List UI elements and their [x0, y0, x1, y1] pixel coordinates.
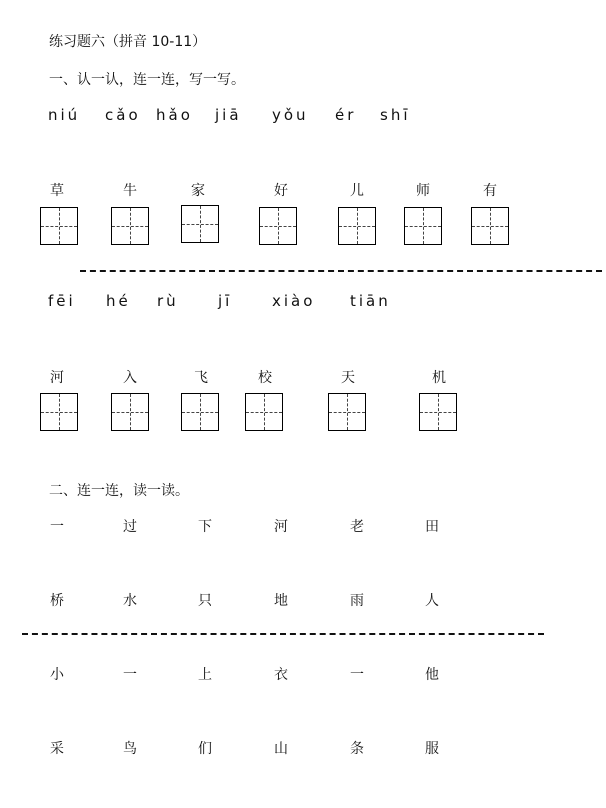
- writing-grid[interactable]: [111, 393, 149, 431]
- match-char[interactable]: 雨: [350, 593, 364, 609]
- writing-grid[interactable]: [259, 207, 297, 245]
- writing-grid[interactable]: [419, 393, 457, 431]
- match-char[interactable]: 小: [50, 667, 64, 683]
- match-char[interactable]: 上: [198, 667, 212, 683]
- writing-grid[interactable]: [471, 207, 509, 245]
- pinyin-er: ér: [335, 106, 357, 124]
- match-char[interactable]: 他: [425, 667, 439, 683]
- section1-heading: 一、认一认，连一连，写一写。: [49, 72, 245, 88]
- pinyin-cao: cǎo: [105, 106, 141, 124]
- char-shi: 师: [416, 183, 430, 199]
- char-hao: 好: [274, 183, 288, 199]
- pinyin-niu: niú: [48, 106, 81, 124]
- match-char[interactable]: 一: [350, 667, 364, 683]
- pinyin-ji: jī: [218, 292, 233, 310]
- writing-grid[interactable]: [245, 393, 283, 431]
- match-char[interactable]: 老: [350, 519, 364, 535]
- match-char[interactable]: 地: [274, 593, 288, 609]
- match-char[interactable]: 一: [123, 667, 137, 683]
- match-char[interactable]: 鸟: [123, 741, 137, 757]
- char-tian: 天: [341, 370, 355, 386]
- char-ru: 入: [123, 370, 137, 386]
- match-char[interactable]: 服: [425, 741, 439, 757]
- writing-grid[interactable]: [181, 393, 219, 431]
- char-fei: 飞: [194, 370, 208, 386]
- match-char[interactable]: 水: [123, 593, 137, 609]
- match-char[interactable]: 下: [198, 519, 212, 535]
- match-char[interactable]: 采: [50, 741, 64, 757]
- char-er: 儿: [350, 183, 364, 199]
- char-he: 河: [50, 370, 64, 386]
- section2-heading: 二、连一连，读一读。: [49, 483, 189, 499]
- pinyin-xiao: xiào: [272, 292, 316, 310]
- writing-grid[interactable]: [338, 207, 376, 245]
- match-char[interactable]: 衣: [274, 667, 288, 683]
- pinyin-shi: shī: [380, 106, 411, 124]
- pinyin-jia: jiā: [215, 106, 242, 124]
- match-char[interactable]: 河: [274, 519, 288, 535]
- match-char[interactable]: 山: [274, 741, 288, 757]
- writing-grid[interactable]: [40, 393, 78, 431]
- match-char[interactable]: 桥: [50, 593, 64, 609]
- char-cao: 草: [50, 183, 64, 199]
- pinyin-hao: hǎo: [156, 106, 193, 124]
- pinyin-fei: fēi: [48, 292, 76, 310]
- pinyin-tian: tiān: [350, 292, 391, 310]
- char-niu: 牛: [123, 183, 137, 199]
- dashed-divider: [22, 633, 544, 635]
- char-xiao: 校: [258, 370, 272, 386]
- pinyin-he: hé: [106, 292, 131, 310]
- writing-grid[interactable]: [328, 393, 366, 431]
- writing-grid[interactable]: [181, 205, 219, 243]
- match-char[interactable]: 条: [350, 741, 364, 757]
- pinyin-ru: rù: [157, 292, 179, 310]
- match-char[interactable]: 只: [198, 593, 212, 609]
- match-char[interactable]: 过: [123, 519, 137, 535]
- writing-grid[interactable]: [40, 207, 78, 245]
- char-you: 有: [483, 183, 497, 199]
- match-char[interactable]: 人: [425, 593, 439, 609]
- match-char[interactable]: 田: [425, 519, 439, 535]
- worksheet-title: 练习题六（拼音 10-11）: [49, 34, 207, 50]
- match-char[interactable]: 一: [50, 519, 64, 535]
- writing-grid[interactable]: [111, 207, 149, 245]
- dashed-divider: [80, 270, 602, 272]
- writing-grid[interactable]: [404, 207, 442, 245]
- char-jia: 家: [191, 183, 205, 199]
- match-char[interactable]: 们: [198, 741, 212, 757]
- char-ji: 机: [432, 370, 446, 386]
- pinyin-you: yǒu: [272, 106, 309, 124]
